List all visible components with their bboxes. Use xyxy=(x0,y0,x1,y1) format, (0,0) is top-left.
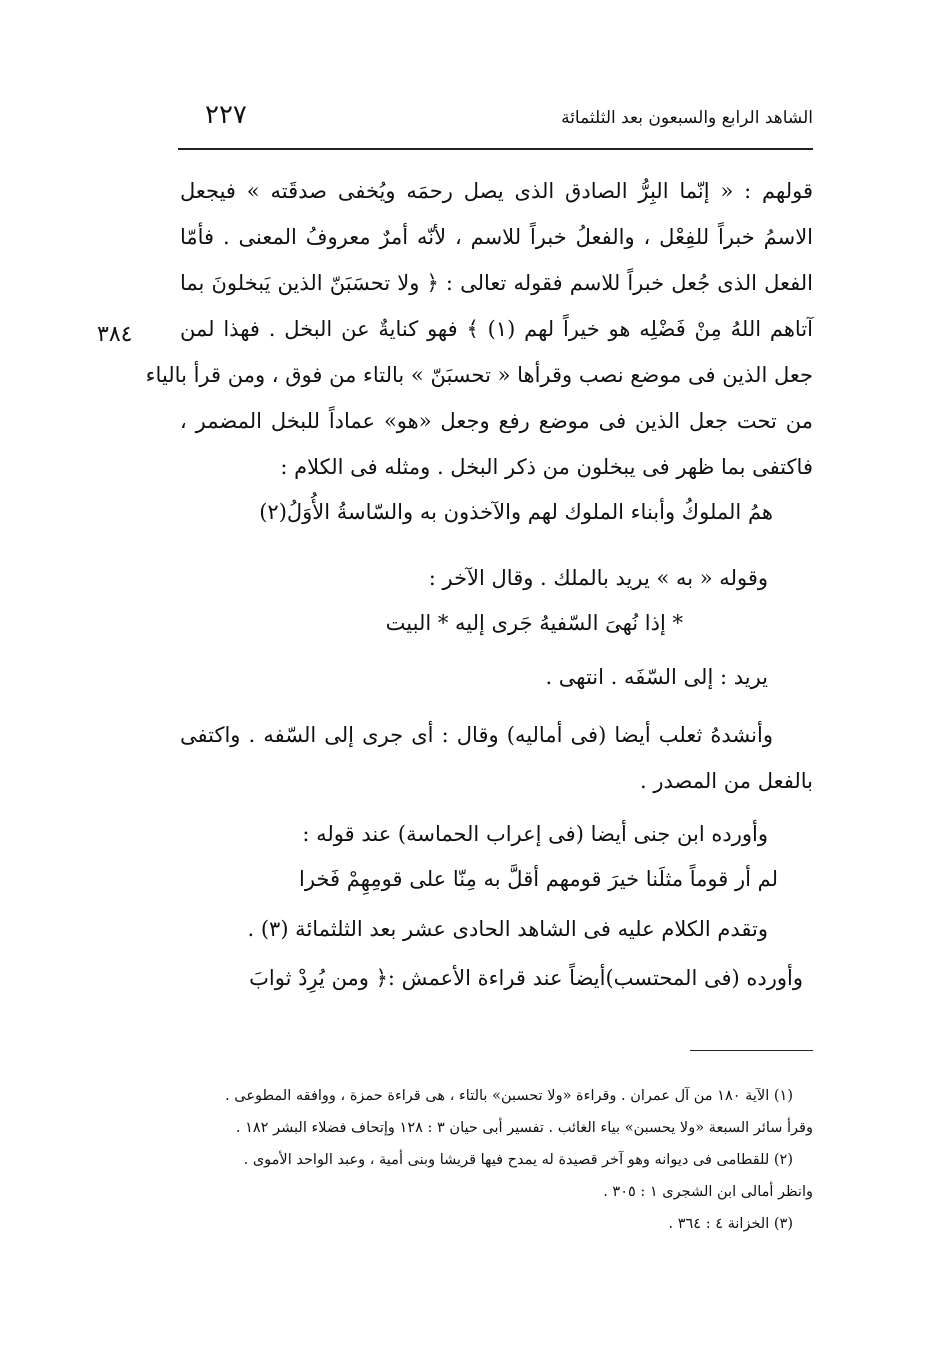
body-line: وأنشدهُ ثعلب أيضا (فى أماليه) وقال : أى جرى إلى السّفه . واكتفى xyxy=(180,723,773,747)
text-line: وأورده (فى المحتسب)أيضاً عند قراءة الأعمش :﴿ ومن يُرِدْ ثوابَ xyxy=(249,966,803,990)
main-text-block xyxy=(145,168,814,490)
margin-number: ٣٨٤ xyxy=(97,322,133,347)
body-line: بالفعل من المصدر . xyxy=(640,769,813,793)
verse-line: لم أر قوماً مثلَنا خيرَ قومهم أقلَّ به مِنّا على قومِهِمْ فَخرا xyxy=(299,867,778,891)
text-line: وقوله « به » يريد بالملك . وقال الآخر : xyxy=(428,566,768,590)
verse-line: * إذا نُهىَ السّفيهُ جَرى إليه * البيت xyxy=(385,611,683,635)
text-line: يريد : إلى السّفَه . انتهى . xyxy=(545,665,768,689)
running-title: الشاهد الرابع والسبعون بعد الثلثمائة xyxy=(561,108,813,128)
text-line: وتقدم الكلام عليه فى الشاهد الحادى عشر بعد الثلثمائة (٣) . xyxy=(247,917,768,941)
header-rule xyxy=(178,148,813,151)
body-line: الاسمُ خبراً للفِعْل ، والفعلُ خبراً للاسم ، لأنّه أمرٌ معروفُ المعنى . فأمّا xyxy=(180,225,813,249)
footnote-line: (٣) الخزانة ٤ : ٣٦٤ . xyxy=(668,1216,793,1232)
footnote-line: وانظر أمالى ابن الشجرى ١ : ٣٠٥ . xyxy=(603,1184,813,1200)
footnote-line: (١) الآية ١٨٠ من آل عمران . وقراءة «ولا تحسبن» بالتاء ، هى قراءة حمزة ، ووافقه المطوعى . xyxy=(225,1088,793,1104)
body-line: قولهم : « إنّما البِرُّ الصادق الذى يصل رحمَه ويُخفى صدقَته » فيجعل xyxy=(180,179,813,203)
page-number: ٢٢٧ xyxy=(205,100,247,130)
body-line: فاكتفى بما ظهر فى يبخلون من ذكر البخل . ومثله فى الكلام : xyxy=(280,455,813,479)
paragraph xyxy=(180,712,813,804)
footnotes xyxy=(180,1080,813,1240)
verse-line: همُ الملوكُ وأبناء الملوك لهم والآخذون به والسّاسةُ الأُوَلُ(٢) xyxy=(259,500,773,524)
text-line: وأورده ابن جنى أيضا (فى إعراب الحماسة) عند قوله : xyxy=(302,822,768,846)
body-line: آتاهم اللهُ مِنْ فَضْلِه هو خيراً لهم (١) ﴾ فهو كنايةٌ عن البخل . فهذا لمن xyxy=(180,317,814,341)
footnote-rule xyxy=(690,1050,813,1051)
body-line: جعل الذين فى موضع نصب وقرأها « تحسبَنّ » بالتاء من فوق ، ومن قرأ بالياء xyxy=(145,363,813,387)
body-line: من تحت جعل الذين فى موضع رفع وجعل «هو» عماداً للبخل المضمر ، xyxy=(180,409,813,433)
footnote-line: وقرأ سائر السبعة «ولا يحسبن» بياء الغائب . تفسير أبى حيان ٣ : ١٢٨ وإتحاف فضلاء البشر ١٨٢ . xyxy=(235,1120,813,1136)
body-line: الفعل الذى جُعل خبراً للاسم فقوله تعالى : ﴿ ولا تحسَبَنّ الذين يَبخلونَ بما xyxy=(180,271,813,295)
footnote-line: (٢) للقطامى فى ديوانه وهو آخر قصيدة له يمدح فيها قريشا وبنى أمية ، وعبد الواحد الأموى . xyxy=(243,1152,793,1168)
